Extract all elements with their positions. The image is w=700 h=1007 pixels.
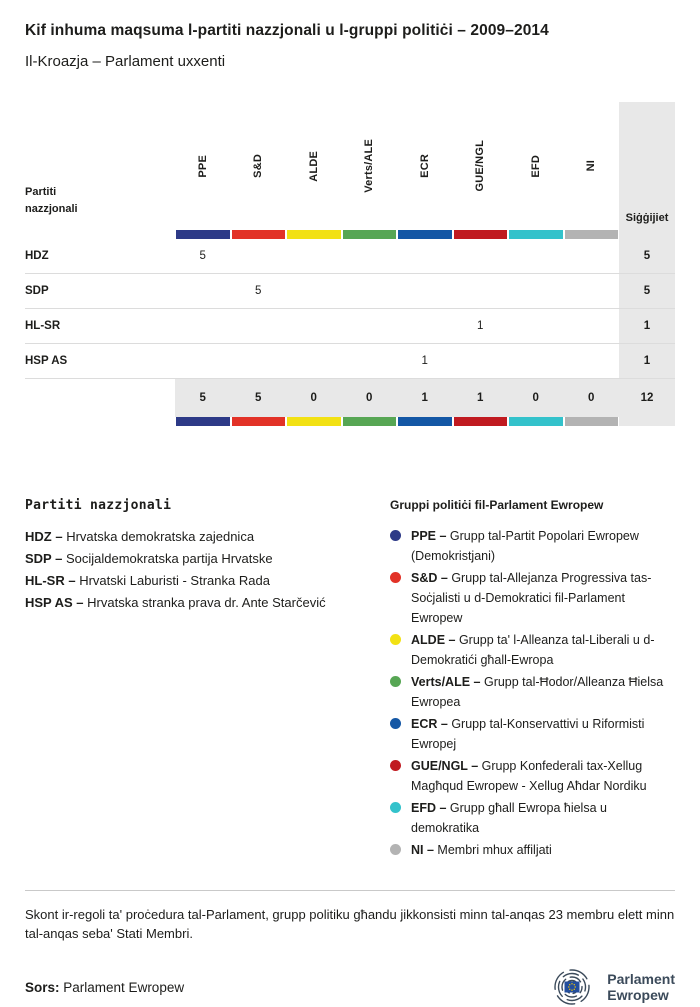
total-cell: 0 bbox=[342, 379, 398, 417]
col-header-efd: EFD bbox=[529, 154, 542, 178]
col-header-ni: NI bbox=[585, 160, 598, 172]
party-legend-item: HL-SR – Hrvatski Laburisti - Stranka Rada bbox=[25, 573, 270, 588]
group-color-bars-bottom bbox=[25, 417, 675, 426]
seat-count-cell bbox=[564, 309, 620, 343]
ppe-legend-dot bbox=[390, 530, 401, 541]
party-legend-item: SDP – Socijaldemokratska partija Hrvatske bbox=[25, 551, 273, 566]
seat-count-cell: 5 bbox=[199, 250, 206, 262]
divider bbox=[25, 890, 675, 891]
col-header-ppe: PPE bbox=[196, 154, 209, 178]
legend-section bbox=[25, 496, 675, 862]
source-row bbox=[25, 967, 675, 1007]
col-header-gue-ngl: GUE/NGL bbox=[474, 140, 487, 192]
sd-color-bar bbox=[232, 417, 286, 426]
table-row-hsp-as bbox=[25, 344, 675, 379]
seat-count-cell bbox=[508, 274, 564, 308]
verts-ale-color-bar bbox=[343, 230, 397, 239]
ep-hemicycle-icon bbox=[545, 967, 599, 1007]
group-legend-item: S&D – Grupp tal-Allejanza Progressiva tas-Soċjalisti u d-Demokratici fil-Parlament Ewropew bbox=[390, 568, 675, 628]
party-legend bbox=[25, 496, 355, 862]
ep-logo-text: Parlament Ewropew bbox=[607, 971, 675, 1003]
seat-count-cell: 1 bbox=[477, 320, 484, 332]
seat-count-cell bbox=[564, 274, 620, 308]
party-legend-title: Partiti nazzjonali bbox=[25, 498, 172, 513]
gue-ngl-color-bar bbox=[454, 417, 508, 426]
col-header-alde: ALDE bbox=[307, 150, 320, 182]
seat-count-cell bbox=[342, 274, 398, 308]
efd-color-bar bbox=[509, 230, 563, 239]
total-cell: 0 bbox=[508, 379, 564, 417]
totals-row bbox=[25, 379, 675, 417]
group-legend-title: Gruppi politiċi fil-Parlament Ewropew bbox=[390, 498, 604, 512]
col-header-sd: S&D bbox=[252, 154, 265, 178]
footnote: Skont ir-regoli ta' proċedura tal-Parlament, grupp politiku għandu jikkonsisti minn tal-anqas 23 membru elett minn tal-anqas seba' Stati Membri. bbox=[25, 907, 675, 941]
ppe-color-bar bbox=[176, 417, 230, 426]
gue-ngl-color-bar bbox=[454, 230, 508, 239]
source bbox=[25, 980, 184, 995]
ni-color-bar bbox=[565, 417, 619, 426]
seats-header-cell bbox=[619, 102, 675, 230]
group-legend bbox=[355, 496, 675, 862]
group-legend-item: GUE/NGL – Grupp Konfederali tax-Xellug Magħqud Ewropew - Xellug Aħdar Nordiku bbox=[390, 756, 675, 796]
efd-color-bar bbox=[509, 417, 563, 426]
seat-count-cell bbox=[231, 344, 287, 378]
page-title: Kif inhuma maqsuma l-partiti nazzjonali u l-gruppi politiċi – 2009–2014 bbox=[25, 22, 549, 39]
sd-legend-dot bbox=[390, 572, 401, 583]
table-row-hdz bbox=[25, 239, 675, 274]
verts-ale-color-bar bbox=[343, 417, 397, 426]
seat-count-cell bbox=[508, 344, 564, 378]
group-legend-item: PPE – Grupp tal-Partit Popolari Ewropew (Demokristjani) bbox=[390, 526, 675, 566]
total-cell: 0 bbox=[286, 379, 342, 417]
table-row-hl-sr bbox=[25, 309, 675, 344]
row-header-label: Partiti nazzjonali bbox=[25, 186, 78, 215]
page-subtitle: Il-Kroazja – Parlament uxxenti bbox=[25, 53, 226, 70]
row-header-cell bbox=[25, 102, 175, 230]
grand-total-seats: 12 bbox=[619, 379, 675, 417]
seat-count-cell bbox=[286, 274, 342, 308]
party-name: HSP AS bbox=[25, 355, 68, 367]
seat-count-cell: 1 bbox=[421, 355, 428, 367]
seat-count-cell bbox=[397, 239, 453, 273]
party-name: HDZ bbox=[25, 250, 49, 262]
ecr-legend-dot bbox=[390, 718, 401, 729]
seat-count-cell bbox=[564, 344, 620, 378]
party-name: SDP bbox=[25, 285, 49, 297]
group-color-bars-top bbox=[25, 230, 675, 239]
seat-count-cell bbox=[175, 309, 231, 343]
gue-ngl-legend-dot bbox=[390, 760, 401, 771]
seat-count-cell bbox=[286, 309, 342, 343]
alde-legend-dot bbox=[390, 634, 401, 645]
seat-count-cell bbox=[453, 344, 509, 378]
group-legend-item: ECR – Grupp tal-Konservattivi u Riformisti Ewropej bbox=[390, 714, 675, 754]
seat-count-cell bbox=[342, 344, 398, 378]
ecr-color-bar bbox=[398, 230, 452, 239]
ecr-color-bar bbox=[398, 417, 452, 426]
ni-legend-dot bbox=[390, 844, 401, 855]
seat-count-cell bbox=[175, 274, 231, 308]
seats-total-cell: 1 bbox=[619, 344, 675, 378]
seats-header-label: Siġġijiet bbox=[625, 212, 669, 224]
ni-color-bar bbox=[565, 230, 619, 239]
party-name: HL-SR bbox=[25, 320, 61, 332]
seat-count-cell bbox=[508, 239, 564, 273]
total-cell: 5 bbox=[175, 379, 231, 417]
alde-color-bar bbox=[287, 417, 341, 426]
group-legend-item: NI – Membri mhux affiljati bbox=[390, 840, 675, 860]
seat-count-cell bbox=[397, 309, 453, 343]
seat-count-cell bbox=[342, 239, 398, 273]
seats-total-cell: 5 bbox=[619, 239, 675, 273]
verts-ale-legend-dot bbox=[390, 676, 401, 687]
total-cell: 5 bbox=[231, 379, 287, 417]
group-legend-item: EFD – Grupp għall Ewropa ħielsa u demokratika bbox=[390, 798, 675, 838]
source-value: Parlament Ewropew bbox=[63, 979, 185, 995]
efd-legend-dot bbox=[390, 802, 401, 813]
seat-count-cell bbox=[508, 309, 564, 343]
table-row-sdp bbox=[25, 274, 675, 309]
sd-color-bar bbox=[232, 230, 286, 239]
total-cell: 1 bbox=[397, 379, 453, 417]
party-legend-item: HSP AS – Hrvatska stranka prava dr. Ante Starčević bbox=[25, 595, 326, 610]
ppe-color-bar bbox=[176, 230, 230, 239]
seats-total-cell: 1 bbox=[619, 309, 675, 343]
seat-count-cell bbox=[453, 274, 509, 308]
seat-count-cell bbox=[564, 239, 620, 273]
seat-count-cell bbox=[453, 239, 509, 273]
ep-logo bbox=[545, 967, 675, 1007]
seat-count-cell: 5 bbox=[255, 285, 262, 297]
total-cell: 1 bbox=[453, 379, 509, 417]
seat-count-cell bbox=[175, 344, 231, 378]
seats-total-cell: 5 bbox=[619, 274, 675, 308]
col-header-ecr: ECR bbox=[418, 154, 431, 178]
seat-count-cell bbox=[286, 239, 342, 273]
seat-count-cell bbox=[231, 239, 287, 273]
source-label: Sors: bbox=[25, 979, 60, 995]
table-header-row bbox=[25, 102, 675, 230]
group-legend-item: ALDE – Grupp ta' l-Alleanza tal-Liberali u d-Demokratići għall-Ewropa bbox=[390, 630, 675, 670]
seats-table bbox=[25, 102, 675, 426]
seat-count-cell bbox=[286, 344, 342, 378]
group-legend-item: Verts/ALE – Grupp tal-Ħodor/Alleanza Ħielsa Ewropea bbox=[390, 672, 675, 712]
col-header-verts-ale: Verts/ALE bbox=[363, 139, 376, 193]
party-legend-item: HDZ – Hrvatska demokratska zajednica bbox=[25, 529, 255, 544]
seat-count-cell bbox=[397, 274, 453, 308]
seat-count-cell bbox=[342, 309, 398, 343]
seat-count-cell bbox=[231, 309, 287, 343]
alde-color-bar bbox=[287, 230, 341, 239]
total-cell: 0 bbox=[564, 379, 620, 417]
